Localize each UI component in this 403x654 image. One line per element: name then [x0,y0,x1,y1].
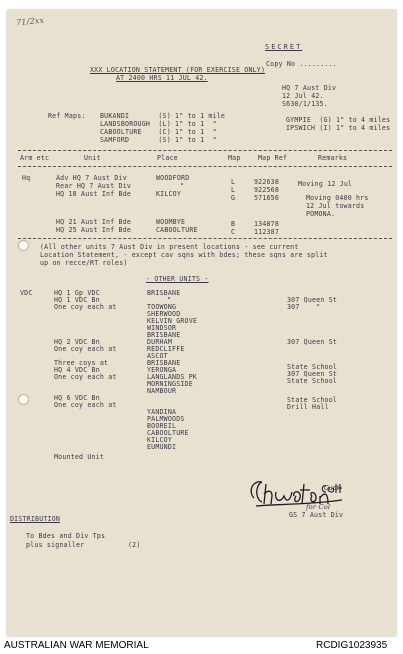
vdc-place: BRISBANE [147,289,181,297]
ref-map-entry: BUKANDI (S) 1" to 1 mile [100,112,226,120]
vdc-place: TOOWONG [147,303,177,311]
other-units-heading: - OTHER UNITS - [146,275,209,283]
cell-place: WOOMBYE [156,218,186,226]
ref-map-entry: SAMFORD (S) 1" to 1 " [100,136,217,144]
issuer-line-2: 12 Jul 42. [282,92,324,100]
vdc-place: PALMWOODS [147,415,185,423]
cell-remarks: POMONA. [306,210,336,218]
header-arm: Arm etc [20,154,50,162]
cell-unit: HQ 18 Aust Inf Bde [56,190,132,198]
cell-remarks: Moving 12 Jul [298,180,353,188]
cell-place: KILCOY [156,190,182,198]
cell-remarks: 12 Jul towards [306,202,365,210]
title-line-2: AT 2400 HRS 11 JUL 42. [116,74,208,82]
vdc-unit: HQ 1 VDC Bn [54,296,100,304]
table-rule-body [18,238,392,239]
header-map: Map [228,154,241,162]
cell-unit: HQ 21 Aust Inf Bde [56,218,132,226]
copy-number: Copy No ......... [266,60,337,68]
vdc-place: MORNINGSIDE [147,380,193,388]
punch-hole-bottom [18,394,29,405]
distribution-heading: DISTRIBUTION [10,515,61,523]
vdc-place: KILCOY [147,436,173,444]
vdc-place: SHERWOOD [147,310,181,318]
vdc-place: EUMUNDI [147,443,177,451]
vdc-place: " [167,296,172,304]
cell-place: CABOOLTURE [156,226,198,234]
cell-map-ref: 112387 [254,228,280,236]
cell-map-ref: 922568 [254,186,280,194]
issuer-line-3: S630/1/135. [282,100,328,108]
archive-source: AUSTRALIAN WAR MEMORIAL [4,640,149,651]
punch-hole-top [18,240,29,251]
cell-unit: Adv HQ 7 Aust Div [56,174,127,182]
cell-unit: Rear HQ 7 Aust Div [56,182,132,190]
vdc-place: ASCOT [147,352,168,360]
cell-map: C [231,228,236,236]
sign-rank: for Col [306,503,331,511]
cell-map: B [231,220,236,228]
classification: SECRET [265,43,303,51]
table-rule-top [18,150,392,151]
handwritten-signature [246,474,350,514]
vdc-unit: HQ 6 VDC Bn [54,394,100,402]
table-rule-header [18,166,392,167]
cell-remarks: Moving 0400 hrs [306,194,369,202]
vdc-unit: One coy each at [54,401,117,409]
vdc-remark: State School [287,377,338,385]
header-map-ref: Map Ref [258,154,288,162]
vdc-remark: 307 Queen St [287,370,338,378]
vdc-unit: HQ 1 Gp VDC [54,289,100,297]
vdc-unit: HQ 4 VDC Bn [54,366,100,374]
vdc-unit: Three coys at [54,359,109,367]
vdc-place: WINDSOR [147,324,177,332]
ref-map-entry: LANDSBOROUGH (L) 1" to 1 " [100,120,217,128]
handwritten-reference: 71/2xx [15,15,45,28]
vdc-remark: State School [287,396,338,404]
cell-place: " [180,182,185,190]
archive-footer [0,638,403,654]
cell-map: G [231,194,236,202]
ref-maps-label: Ref Maps: [48,112,86,120]
cell-map-ref: 134878 [254,220,280,228]
vdc-place: CABOOLTURE [147,429,189,437]
vdc-place: BRISBANE [147,331,181,339]
vdc-remark: 307 Queen St [287,296,338,304]
note-line: up on recce/RT roles) [40,259,128,267]
vdc-remark: 307 Queen St [287,338,338,346]
vdc-place: NAMBOUR [147,387,177,395]
cell-map: L [231,178,236,186]
ref-map-entry: IPSWICH (I) 1" to 4 miles [286,124,391,132]
issuer-line-1: HQ 7 Aust Div [282,84,337,92]
sign-title: GS 7 Aust Div [289,511,344,519]
archive-record-id: RCDIG1023935 [316,640,388,651]
vdc-place: YANDINA [147,408,177,416]
note-line: Location Statement, - except cav sqns with bdes; these sqns are split [40,251,328,259]
vdc-unit: HQ 2 VDC Bn [54,338,100,346]
distribution-line-2: plus signaller [26,541,85,549]
distribution-count: (2) [128,541,141,549]
note-line: (All other units 7 Aust Div in present locations - see current [40,243,299,251]
vdc-remark: State School [287,363,338,371]
ref-map-entry: GYMPIE (G) 1" to 4 miles [286,116,391,124]
ref-map-entry: CABOOLTURE (C) 1" to 1 " [100,128,217,136]
vdc-unit: One coy each at [54,373,117,381]
vdc-place: BRISBANE [147,359,181,367]
title-line-1: XXX LOCATION STATEMENT (FOR EXERCISE ONLY) [90,66,266,74]
vdc-remark: 307 " [287,303,321,311]
vdc-remark: Drill Hall [287,403,329,411]
vdc-place: DURHAM [147,338,173,346]
header-unit: Unit [84,154,101,162]
vdc-place: BOOREIL [147,422,177,430]
signature-rank: Capt [324,485,340,492]
vdc-place: LANGLANDS PK [147,373,198,381]
vdc-label: VDC [20,289,33,297]
header-place: Place [157,154,178,162]
vdc-unit: Mounted Unit [54,453,105,461]
cell-map-ref: 571656 [254,194,280,202]
cell-map-ref: 922638 [254,178,280,186]
vdc-unit: One coy each at [54,345,117,353]
vdc-place: REDCLIFFE [147,345,185,353]
cell-arm: Hq [22,174,31,182]
header-remarks: Remarks [318,154,348,162]
cell-map: L [231,186,236,194]
distribution-line-1: To Bdes and Div Tps [26,532,106,540]
vdc-unit: One coy each at [54,303,117,311]
vdc-place: YERONGA [147,366,177,374]
cell-place: WOODFORD [156,174,190,182]
cell-unit: HQ 25 Aust Inf Bde [56,226,132,234]
vdc-place: KELVIN GROVE [147,317,198,325]
